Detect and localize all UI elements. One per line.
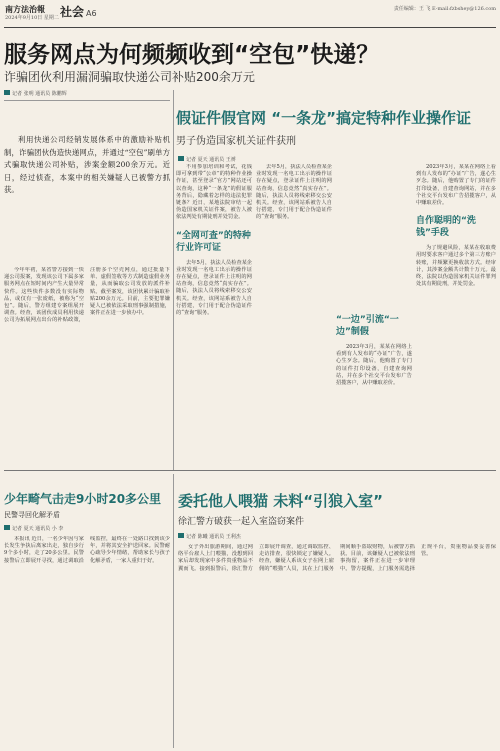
story2-sub2: “一边”引流“一边”制假	[336, 315, 399, 337]
lead-subhead: 诈骗团伙利用漏洞骗取快递公司补贴200余万元	[4, 70, 255, 84]
story2-body3b: 2023年3月，某某在网络上看到有人发布的“办证”广告，遂心生歹念。随后，他购置了专门的证件打印设备，自建查询网站，并在多个社交平台发布广告招揽客户，从中赚取差价。	[416, 164, 496, 207]
story4-subhead: 民警寻回化解矛盾	[4, 511, 60, 519]
issue-date: 2024年9月10日 星期二	[5, 15, 59, 21]
story2-head	[176, 107, 496, 147]
story2-sub3: 自作聪明的“洗钱”手段	[416, 216, 476, 239]
story2-body4: 为了规避风险，某某在收取费用时要求客户通过多个第三方账户转账，并频繁更换收款方式。经审计，其涉案金额共计数十万元。最终，法院以伪造国家机关证件罪判处其有期徒刑，并处罚金。	[416, 245, 496, 288]
story2-byline: 记者 夏天 通讯员 王赟	[178, 156, 236, 163]
story3-subhead: 徐汇警方破获一起入室盗窃案件	[178, 517, 305, 527]
lead-byline: 记者 张明 通讯员 陈鹏辉	[4, 90, 170, 97]
lead-body-text: 今年年初，某省警方接到一快递公司报案，发现该公司下属多家服务网点在短时间内产生大量异常快件。这些快件多数没有实际物品，或仅有一张废纸，被称为“空包”。随后，警方组建专案组展开调查。经查，该团伙成员利用快递公司为拓展网点出台的补贴政策，注册多个空壳网点，通过批量下单、虚假签收等方式制造虚假业务量，从而骗取公司发放的派件补贴。截至案发，该团伙累计骗取补贴200余万元。目前，主要犯罪嫌疑人已被依法采取刑事强制措施，案件正在进一步侦办中。	[4, 267, 170, 324]
story2-col4	[416, 164, 496, 469]
story2-col3	[336, 164, 412, 469]
story3-headline: 委托他人喂猫 未料“引狼入室”	[178, 492, 383, 510]
paper-logo: 南方法治報	[5, 4, 45, 14]
story2-body2: 去年5月，执法人员检查某企业时发现一名电工出示的操作证存在疑点，登录证件上注明的网站查询，信息竟然“真实存在”。随后，执法人员将线索移交公安机关。经查，该网站系被告人自行搭建，专门用于配合伪造证件的“查询”服务。	[176, 259, 252, 317]
story2-body1: 不用参加培训和考试，花钱即可拿到带“公章”的特种作业操作证，甚至登录“官方”网站还可以查询，这种“一条龙”的假证服务背后，隐藏着怎样的违法犯罪链条？近日，某地法院审结一起伪造国家机关证件案，被告人被依法判处有期徒刑并处罚金。	[176, 164, 252, 221]
story2-subhead: 男子伪造国家机关证件获刑	[176, 136, 296, 147]
story4-byline: 记者 夏天 通讯员 小 李	[4, 525, 170, 532]
story4	[4, 490, 170, 746]
story4-headline: 少年畸气击走9小时20多公里	[4, 492, 162, 506]
story2-body2b: 去年5月，执法人员检查某企业时发现一名电工出示的操作证存在疑点，登录证件上注明的网站查询，信息竟然“真实存在”。随后，执法人员将线索移交公安机关。经查，该网站系被告人自行搭建，专门用于配合伪造证件的“查询”服务。	[256, 164, 332, 221]
story3-body: 女子外出旅游期间，通过网络平台雇人上门喂猫，没想到回家后却发现家中多件贵重物品不翼而飞。接到报警后，徐汇警方立即展开调查，通过调取监控、走访排查，很快锁定了嫌疑人。经查，嫌疑人系该女子在网上雇佣的“喂猫”人员，其在上门服务期间顺手盗取财物，后被警方抓获。目前，该嫌疑人已被依法刑事拘留，案件正在进一步审理中。警方提醒，上门服务需选择正规平台，贵重物品要妥善保管。	[178, 544, 496, 572]
story3	[178, 490, 496, 744]
lead-summary: 利用快递公司经销发展体系中的激励补贴机制，诈骗团伙伪造快递网点，并通过“空包”刷单方式骗取快递公司补贴，涉案金额200余万元。近日，经过侦查，本案中的相关嫌疑人已被警方抓获。	[4, 135, 170, 194]
story3-byline: 记者 陈曦 通讯员 王利杰	[178, 533, 496, 540]
story2-headline: 假证件假官网 “一条龙”搞定特种作业操作证	[176, 109, 471, 127]
story2-body3: 2023年3月，某某在网络上看到有人发布的“办证”广告，遂心生歹念。随后，他购置了专门的证件打印设备，自建查询网站，并在多个社交平台发布广告招揽客户，从中赚取差价。	[336, 344, 412, 387]
lead-headline: 服务网点为何频频收到“空包”快递？	[4, 42, 380, 68]
story2-col1	[176, 164, 252, 469]
masthead	[0, 0, 500, 30]
editor-line: 责任编辑：王 飞 E-mail:fzbshey@126.com	[393, 6, 496, 12]
section-name: 社会 A6	[60, 5, 97, 19]
lead-summary-block	[4, 90, 170, 270]
story2-sub1: “全网可查”的特种行业许可证	[176, 230, 251, 253]
story4-body: 本报讯 近日，一名少年因与家长发生争执后离家出走，独自步行9个多小时，走了20多公里。民警接警后立即展开寻找，通过调取沿线监控，最终在一处路口找到该少年，并将其安全护送回家。民警耐心疏导少年情绪，帮助家长与孩子化解矛盾，一家人重归于好。	[4, 536, 170, 564]
story2-col2	[256, 164, 332, 469]
lead-body	[4, 267, 170, 462]
